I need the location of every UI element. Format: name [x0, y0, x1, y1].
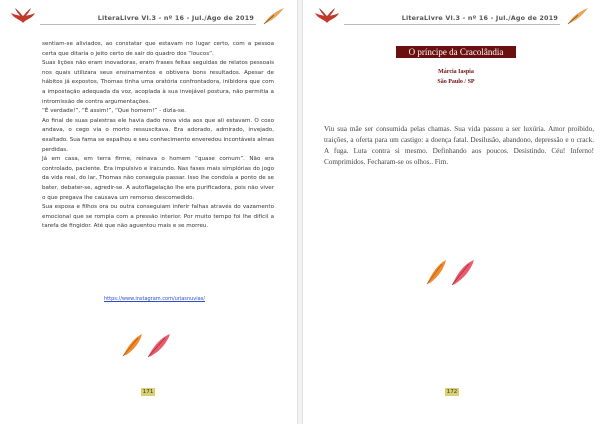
phoenix-icon — [314, 7, 340, 25]
article-body-continued — [42, 40, 274, 232]
page-number: 172 — [446, 389, 458, 395]
header-text: LiteraLivre Vl.3 - nº 16 - Jul./Ago de 2019 — [97, 14, 254, 22]
paragraph: “É verdade!”, “É assim!”, “Que homem!” - dizia-se. — [42, 108, 187, 115]
paragraph: Já em casa, em terra firme, reinava o homem “quase comum”. Não era controlado, paciente. Era impulsivo e iracundo. Nas fases mais simplórias do jogo da vida real, do lar, Thomas não conseguia passar. Isso lhe condoía a ponto de se bater, debater-se, agredir-se. A autoflagelação lhe era purificadora, pois não viver o que pregava lhe causava um remorso descomedido. — [42, 156, 274, 201]
feather-icon — [120, 330, 180, 358]
feather-icon — [424, 256, 484, 286]
story-body: Viu sua mãe ser consumida pelas chamas. Sua vida passou a ser luxúria. Amor proibido, traições, a oferta para um castigo: a doença fatal. Desilusão, abandono, depressão e o crack. A fuga. Luta contra si mesmo. Definhando aos poucos. Desistindo. Céu! Inferno! Comprimidos. Fecharam-se os olhos.. Fim. — [324, 125, 594, 166]
story-title: O príncipe da Cracolândia — [396, 46, 516, 58]
paragraph: Ao final de suas palestras ele havia dado nova vida aos que ali estavam. O coxo andava, o cego via o morto ressuscitava. Era adorado, admirado, invejado, exaltado. Sua fama se espalhou e seu conhecimento enveredou incontáveis almas perdidas. — [42, 117, 274, 153]
header-text: LiteraLivre Vl.3 - nº 16 - Jul./Ago de 2019 — [401, 14, 558, 22]
quill-icon — [564, 7, 590, 25]
author-name: Márcia Iaspia — [438, 69, 474, 75]
paragraph: sentiam-se aliviados, ao constatar que estavam no lugar certo, com a pessoa certa que ditaria o jeito certo de sair do quadro dos “loucos”. — [42, 41, 274, 57]
header-rule — [344, 24, 560, 25]
paragraph: Suas lições não eram inovadoras, eram frases feitas seguidas de relatos pessoais nos quais utilizara seus ensinamentos e obtivera bons resultados. Apesar de hábitos já expostos, Thomas tinha uma oratória confrontadora, inibidora que com a impostação adequada da voz, acoplada à sua invejável postura, não permitia a intromissão de contra argumentações. — [42, 60, 274, 105]
right-header — [314, 6, 590, 28]
page-number: 171 — [142, 389, 154, 395]
quill-icon — [260, 7, 286, 25]
right-page — [304, 0, 600, 424]
page-gutter — [297, 0, 303, 424]
header-rule — [40, 24, 256, 25]
phoenix-icon — [10, 7, 36, 25]
paragraph: Sua esposa e filhos ora ou outra conseguiam inferir falhas através do vazamento emocional que se rompia com a pressão interior. Por muito tempo foi lhe difícil a tarefa de fingidor. Até que não aguentou mais e se morreu. — [42, 204, 274, 230]
author-instagram-link[interactable]: https://www.instagram.com/uriasnuvias/ — [104, 296, 205, 302]
left-header — [10, 6, 286, 28]
author-byline — [396, 67, 516, 87]
left-page — [0, 0, 296, 424]
author-location: São Paulo / SP — [437, 79, 475, 85]
